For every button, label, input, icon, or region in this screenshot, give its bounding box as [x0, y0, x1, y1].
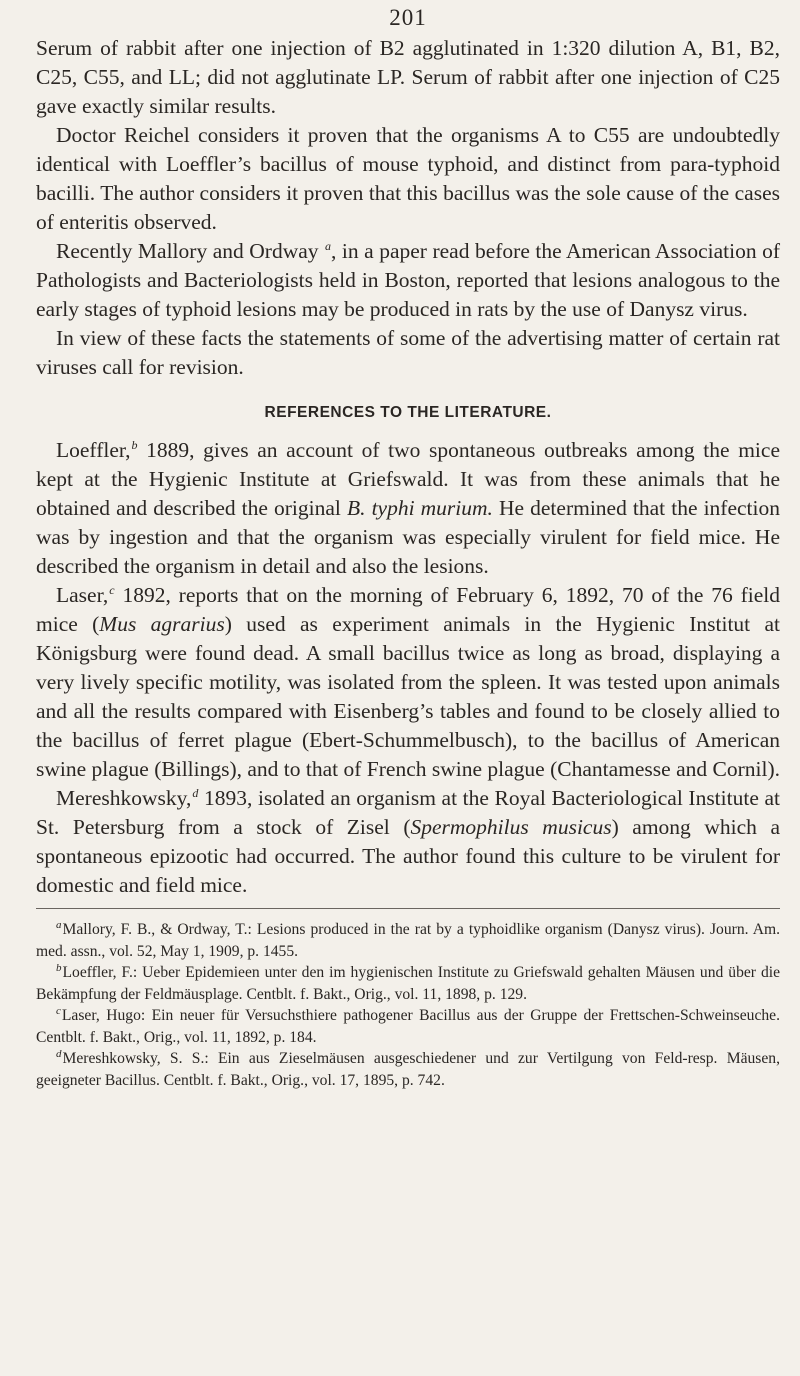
paragraph-mallory-ordway: Recently Mallory and Ordway $^a$, in a paper read before the American Association of Pathologists and Bacteriologists held in Boston, reported that lesions analogous to the early stages of typhoid lesions may be produced in rats by the use of Danysz virus. — [36, 239, 780, 321]
footnote-mark: a — [56, 919, 62, 931]
page-number: 201 — [389, 5, 427, 30]
footnote-mark: c — [56, 1005, 61, 1017]
footnote-a: $^a$Mallory, F. B., & Ordway, T.: Lesions produced in the rat by a typhoidlike organism (Danysz virus). Journ. Am. med. assn., vol. 52, May 1, 1909, p. 1455. — [36, 919, 780, 960]
species-name: Spermophilus musicus — [410, 815, 612, 839]
species-name: Mus agrarius — [99, 612, 225, 636]
footnote-mark: d — [56, 1048, 62, 1060]
footnote-ref-c[interactable]: c — [109, 583, 115, 597]
footnote-ref-b[interactable]: b — [131, 438, 138, 452]
footnote-divider — [36, 908, 780, 909]
body-text — [36, 34, 780, 900]
paragraph-serum-results: Serum of rabbit after one injection of B2 agglutinated in 1:320 dilution A, B1, B2, C25, C55, and LL; did not agglutinate LP. Serum of rabbit after one injection of C25 gave exactly similar results. — [36, 36, 780, 118]
paragraph-revision: In view of these facts the statements of some of the advertising matter of certain rat viruses call for revision. — [36, 326, 780, 379]
page — [36, 0, 780, 1091]
footnote-mark: b — [56, 962, 62, 974]
paragraph-reichel: Doctor Reichel considers it proven that the organisms A to C55 are undoubtedly identical with Loeffler’s bacillus of mouse typhoid, and distinct from para-typhoid bacilli. The author considers it proven that this bacillus was the sole cause of the cases of enteritis observed. — [36, 123, 780, 234]
footnote-c: $^c$Laser, Hugo: Ein neuer für Versuchsthiere pathogener Bacillus aus der Gruppe der Frettschen-Schweinseuche. Centblt. f. Bakt., Orig., vol. 11, 1892, p. 184. — [36, 1005, 780, 1046]
footnote-d: $^d$Mereshkowsky, S. S.: Ein aus Zieselmäusen ausgeschiedener und zur Vertilgung von Feld-resp. Mäusen, geeigneter Bacillus. Centblt. f. Bakt., Orig., vol. 17, 1895, p. 742. — [36, 1048, 780, 1089]
section-heading: REFERENCES TO THE LITERATURE. — [264, 404, 552, 421]
reference-laser: Laser,$^c$ 1892, reports that on the morning of February 6, 1892, 70 of the 76 field mice (Mus agrarius) used as experiment animals in the Hygienic Institut at Königsburg were found dead. A small bacillus twice as long as broad, displaying a very lively specific motility, was isolated from the spleen. It was tested upon animals and all the results compared with Eisenberg’s tables and found to be closely allied to the bacillus of ferret plague (Ebert-Schummelbusch), to the bacillus of American swine plague (Billings), and to that of French swine plague (Chantamesse and Cornil). — [36, 583, 780, 781]
footnotes — [36, 919, 780, 1091]
species-name: B. typhi murium. — [346, 496, 493, 520]
reference-mereshkowsky: Mereshkowsky,$^d$ 1893, isolated an organism at the Royal Bacteriological Institute at St. Petersburg from a stock of Zisel (Spermophilus musicus) among which a spontaneous epizootic had occurred. The author found this culture to be virulent for domestic and field mice. — [36, 786, 780, 897]
reference-loeffler: Loeffler,$^b$ 1889, gives an account of two spontaneous outbreaks among the mice kept at the Hygienic Institute at Griefswald. It was from these animals that he obtained and described the original B. typhi murium. He determined that the infection was by ingestion and that the organism was especially virulent for field mice. He described the organism in detail and also the lesions. — [36, 438, 780, 578]
footnote-b: $^b$Loeffler, F.: Ueber Epidemieen unter den im hygienischen Institute zu Griefswald gehalten Mäusen und über die Bekämpfung der Feldmäusplage. Centblt. f. Bakt., Orig., vol. 11, 1898, p. 129. — [36, 962, 780, 1003]
footnote-ref-a[interactable]: a — [325, 239, 332, 253]
footnote-ref-d[interactable]: d — [192, 786, 199, 800]
